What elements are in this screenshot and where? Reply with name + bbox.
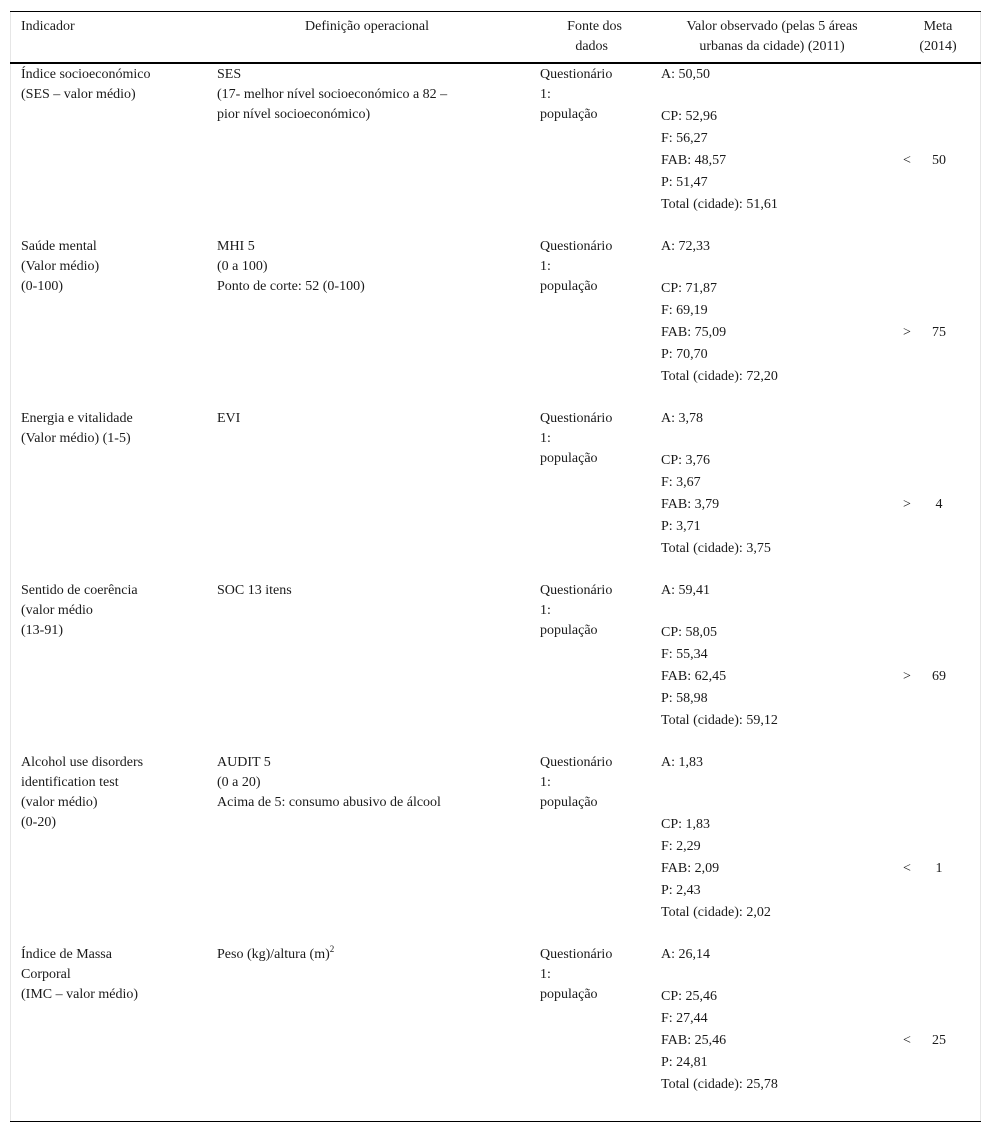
valor-line: Total (cidade): 59,12 bbox=[661, 713, 778, 728]
fonte-line: 1: bbox=[540, 775, 551, 790]
header-fonte-line2: dados bbox=[575, 39, 608, 54]
meta-value: 25 bbox=[932, 1033, 946, 1048]
fonte-line: população bbox=[540, 451, 598, 466]
valor-line: P: 24,81 bbox=[661, 1055, 708, 1070]
valor-line: CP: 25,46 bbox=[661, 989, 718, 1004]
fonte-line: Questionário bbox=[540, 411, 613, 426]
fonte-line: população bbox=[540, 795, 598, 810]
valor-line: CP: 58,05 bbox=[661, 625, 718, 640]
header-bottom-rule bbox=[10, 62, 981, 64]
valor-line: P: 2,43 bbox=[661, 883, 701, 898]
indicador-line: Energia e vitalidade bbox=[21, 411, 133, 426]
valor-line: F: 56,27 bbox=[661, 131, 708, 146]
valor-line: A: 50,50 bbox=[661, 67, 710, 82]
valor-line: F: 27,44 bbox=[661, 1011, 708, 1026]
valor-line: P: 3,71 bbox=[661, 519, 701, 534]
header-indicador: Indicador bbox=[21, 19, 75, 34]
indicador-line: (0-20) bbox=[21, 815, 56, 830]
fonte-line: população bbox=[540, 107, 598, 122]
table-frame bbox=[10, 11, 981, 1122]
valor-line: FAB: 75,09 bbox=[661, 325, 727, 340]
valor-line: Total (cidade): 2,02 bbox=[661, 905, 771, 920]
valor-line: A: 26,14 bbox=[661, 947, 710, 962]
valor-line: P: 58,98 bbox=[661, 691, 708, 706]
valor-line: FAB: 48,57 bbox=[661, 153, 727, 168]
valor-line: CP: 1,83 bbox=[661, 817, 711, 832]
table-bottom-rule bbox=[10, 1121, 981, 1122]
definicao-line: AUDIT 5 bbox=[217, 755, 271, 770]
meta-sign: < bbox=[903, 861, 911, 876]
fonte-line: 1: bbox=[540, 967, 551, 982]
indicador-line: Índice de Massa bbox=[21, 947, 112, 962]
valor-line: P: 51,47 bbox=[661, 175, 708, 190]
valor-line: FAB: 62,45 bbox=[661, 669, 727, 684]
valor-line: F: 55,34 bbox=[661, 647, 708, 662]
indicador-line: identification test bbox=[21, 775, 119, 790]
valor-line: Total (cidade): 51,61 bbox=[661, 197, 778, 212]
header-definicao: Definição operacional bbox=[305, 19, 429, 34]
definicao-line: Ponto de corte: 52 (0-100) bbox=[217, 279, 365, 294]
header-valor-line2: urbanas da cidade) (2011) bbox=[699, 39, 845, 54]
indicador-line: (Valor médio) bbox=[21, 259, 100, 274]
definicao-line: EVI bbox=[217, 411, 241, 426]
header-meta-line1: Meta bbox=[923, 19, 953, 34]
valor-line: FAB: 3,79 bbox=[661, 497, 720, 512]
valor-line: A: 1,83 bbox=[661, 755, 703, 770]
table-top-rule bbox=[10, 11, 981, 12]
definicao-line: pior nível socioeconómico) bbox=[217, 107, 371, 122]
valor-line: A: 3,78 bbox=[661, 411, 703, 426]
indicador-line: Corporal bbox=[21, 967, 71, 982]
valor-line: CP: 52,96 bbox=[661, 109, 718, 124]
definicao-line: MHI 5 bbox=[217, 239, 255, 254]
fonte-line: Questionário bbox=[540, 947, 613, 962]
header-valor-line1: Valor observado (pelas 5 áreas bbox=[686, 19, 858, 34]
header-meta-line2: (2014) bbox=[919, 39, 957, 54]
valor-line: F: 3,67 bbox=[661, 475, 701, 490]
fonte-line: Questionário bbox=[540, 67, 613, 82]
fonte-line: população bbox=[540, 987, 598, 1002]
valor-line: A: 72,33 bbox=[661, 239, 710, 254]
fonte-line: 1: bbox=[540, 603, 551, 618]
definicao-line: (0 a 20) bbox=[217, 775, 261, 790]
indicador-line: Sentido de coerência bbox=[21, 583, 138, 598]
valor-line: F: 69,19 bbox=[661, 303, 708, 318]
indicador-line: (SES – valor médio) bbox=[21, 87, 136, 102]
meta-sign: < bbox=[903, 1033, 911, 1048]
meta-sign: > bbox=[903, 325, 911, 340]
definicao-line: SOC 13 itens bbox=[217, 583, 292, 598]
meta-sign: < bbox=[903, 153, 911, 168]
fonte-line: Questionário bbox=[540, 239, 613, 254]
fonte-line: 1: bbox=[540, 431, 551, 446]
valor-line: A: 59,41 bbox=[661, 583, 710, 598]
meta-sign: > bbox=[903, 497, 911, 512]
meta-value: 4 bbox=[935, 497, 943, 512]
indicador-line: (Valor médio) (1-5) bbox=[21, 431, 131, 446]
valor-line: CP: 71,87 bbox=[661, 281, 718, 296]
indicador-line: Índice socioeconómico bbox=[21, 67, 151, 82]
valor-line: F: 2,29 bbox=[661, 839, 701, 854]
meta-sign: > bbox=[903, 669, 911, 684]
definicao-line: (0 a 100) bbox=[217, 259, 268, 274]
valor-line: CP: 3,76 bbox=[661, 453, 711, 468]
indicador-line: (0-100) bbox=[21, 279, 63, 294]
fonte-line: Questionário bbox=[540, 583, 613, 598]
definicao-line bbox=[217, 945, 334, 965]
fonte-line: 1: bbox=[540, 259, 551, 274]
definicao-superscript: 2 bbox=[329, 944, 335, 954]
indicador-line: (13-91) bbox=[21, 623, 63, 638]
meta-value: 75 bbox=[932, 325, 946, 340]
header-fonte-line1: Fonte dos bbox=[567, 19, 622, 34]
fonte-line: Questionário bbox=[540, 755, 613, 770]
definicao-line: Acima de 5: consumo abusivo de álcool bbox=[217, 795, 441, 810]
indicador-line: Alcohol use disorders bbox=[21, 755, 144, 770]
indicador-line: (valor médio) bbox=[21, 795, 98, 810]
definicao-line: SES bbox=[217, 67, 242, 82]
definicao-line: (17- melhor nível socioeconómico a 82 – bbox=[217, 87, 448, 102]
valor-line: Total (cidade): 25,78 bbox=[661, 1077, 778, 1092]
valor-line: Total (cidade): 3,75 bbox=[661, 541, 771, 556]
definicao-text: Peso (kg)/altura (m) bbox=[217, 947, 330, 962]
meta-value: 69 bbox=[932, 669, 946, 684]
fonte-line: população bbox=[540, 623, 598, 638]
valor-line: FAB: 2,09 bbox=[661, 861, 720, 876]
indicador-line: (IMC – valor médio) bbox=[21, 987, 139, 1002]
valor-line: Total (cidade): 72,20 bbox=[661, 369, 778, 384]
meta-value: 1 bbox=[935, 861, 943, 876]
fonte-line: população bbox=[540, 279, 598, 294]
indicador-line: Saúde mental bbox=[21, 239, 97, 254]
valor-line: FAB: 25,46 bbox=[661, 1033, 727, 1048]
valor-line: P: 70,70 bbox=[661, 347, 708, 362]
indicador-line: (valor médio bbox=[21, 603, 93, 618]
meta-value: 50 bbox=[932, 153, 946, 168]
fonte-line: 1: bbox=[540, 87, 551, 102]
